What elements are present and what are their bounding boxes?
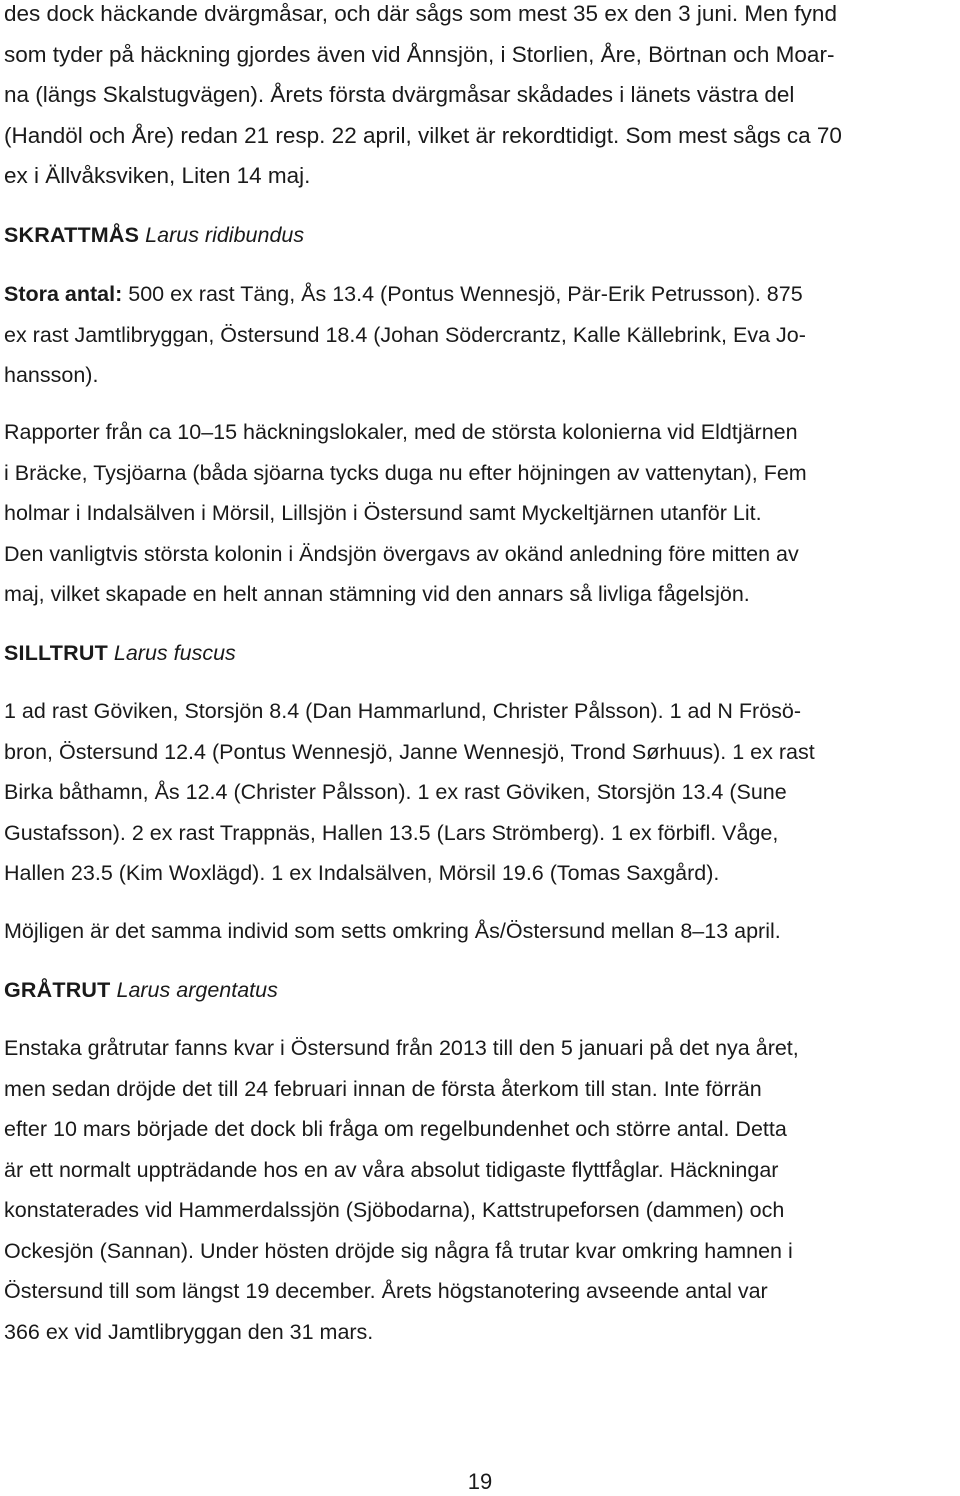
species-name: SILLTRUT (4, 641, 108, 665)
text-line: Ockesjön (Sannan). Under hösten dröjde sig några få trutar kvar omkring hamnen i (4, 1238, 793, 1263)
text-line: holmar i Indalsälven i Mörsil, Lillsjön i Östersund samt Myckeltjärnen utanför Lit. (4, 501, 762, 525)
species-latin-name: Larus ridibundus (145, 223, 305, 247)
text-line: är ett normalt uppträdande hos en av våra absolut tidigaste flyttfåglar. Häckningar (4, 1157, 779, 1182)
text-line: Möjligen är det samma individ som setts omkring Ås/Östersund mellan 8–13 april. (4, 919, 781, 943)
species-latin-name: Larus fuscus (113, 641, 236, 665)
text-line: 1 ad rast Göviken, Storsjön 8.4 (Dan Hammarlund, Christer Pålsson). 1 ad N Frösö- (4, 699, 802, 723)
intro-paragraph (4, 0, 954, 197)
text-line: Birka båthamn, Ås 12.4 (Christer Pålsson). 1 ex rast Göviken, Storsjön 13.4 (Sune (4, 780, 787, 804)
text-line: ex rast Jamtlibryggan, Östersund 18.4 (Johan Södercrantz, Kalle Källebrink, Eva Jo- (4, 322, 806, 347)
colony-paragraph (4, 412, 954, 615)
species-name: GRÅTRUT (4, 978, 111, 1002)
text-line: Gustafsson). 2 ex rast Trappnäs, Hallen 13.5 (Lars Strömberg). 1 ex förbifl. Våge, (4, 820, 779, 845)
text-line: Hallen 23.5 (Kim Woxlägd). 1 ex Indalsälven, Mörsil 19.6 (Tomas Saxgård). (4, 861, 720, 885)
text-line: men sedan dröjde det till 24 februari innan de första återkom till stan. Inte förrän (4, 1076, 762, 1101)
text-line: (Handöl och Åre) redan 21 resp. 22 april, vilket är rekordtidigt. Som mest sågs ca 70 (4, 122, 842, 148)
species-latin-name: Larus argentatus (116, 978, 278, 1002)
text-line: i Bräcke, Tysjöarna (båda sjöarna tycks duga nu efter höjningen av vattenytan), Fem (4, 460, 807, 485)
text-line: efter 10 mars började det dock bli fråga om regelbundenhet och större antal. Detta (4, 1117, 787, 1141)
gratrut-paragraph (4, 1028, 954, 1352)
text-line: na (längs Skalstugvägen). Årets första dvärgmåsar skådades i länets västra del (4, 82, 795, 107)
text-line: bron, Östersund 12.4 (Pontus Wennesjö, Janne Wennesjö, Trond Sørhuus). 1 ex rast (4, 739, 815, 764)
text-line: Rapporter från ca 10–15 häckningslokaler, med de största kolonierna vid Eldtjärnen (4, 420, 798, 444)
text-line: Enstaka gråtrutar fanns kvar i Östersund från 2013 till den 5 januari på det nya året, (4, 1036, 799, 1060)
silltrut-paragraph (4, 691, 954, 894)
species-heading-skrattmas (4, 220, 954, 250)
text-line: 366 ex vid Jamtlibryggan den 31 mars. (4, 1319, 374, 1344)
text-line: maj, vilket skapade en helt annan stämning vid den annars så livliga fågelsjön. (4, 582, 750, 606)
text-line: Den vanligtvis största kolonin i Ändsjön övergavs av okänd anledning före mitten av (4, 541, 799, 566)
text-line: som tyder på häckning gjordes även vid Ånnsjön, i Storlien, Åre, Börtnan och Moar- (4, 41, 835, 67)
text-span: 500 ex rast Täng, Ås 13.4 (Pontus Wennesjö, Pär-Erik Petrusson). 875 (122, 282, 803, 306)
page-number: 19 (467, 1469, 493, 1494)
species-heading-gratrut (4, 975, 954, 1005)
text-line (4, 274, 954, 315)
text-line: ex i Ällvåksviken, Liten 14 maj. (4, 163, 311, 188)
stora-antal-label: Stora antal: (4, 282, 123, 306)
species-heading-silltrut (4, 638, 954, 668)
silltrut-note (4, 911, 954, 952)
text-line: des dock häckande dvärgmåsar, och där sågs som mest 35 ex den 3 juni. Men fynd (4, 1, 837, 26)
text-line: konstaterades vid Hammerdalssjön (Sjöbodarna), Kattstrupeforsen (dammen) och (4, 1198, 785, 1222)
text-line: Östersund till som längst 19 december. Årets högstanotering avseende antal var (4, 1279, 768, 1303)
stora-antal-paragraph (4, 274, 954, 396)
text-line: hansson). (4, 363, 99, 387)
species-name: SKRATTMÅS (4, 223, 140, 247)
